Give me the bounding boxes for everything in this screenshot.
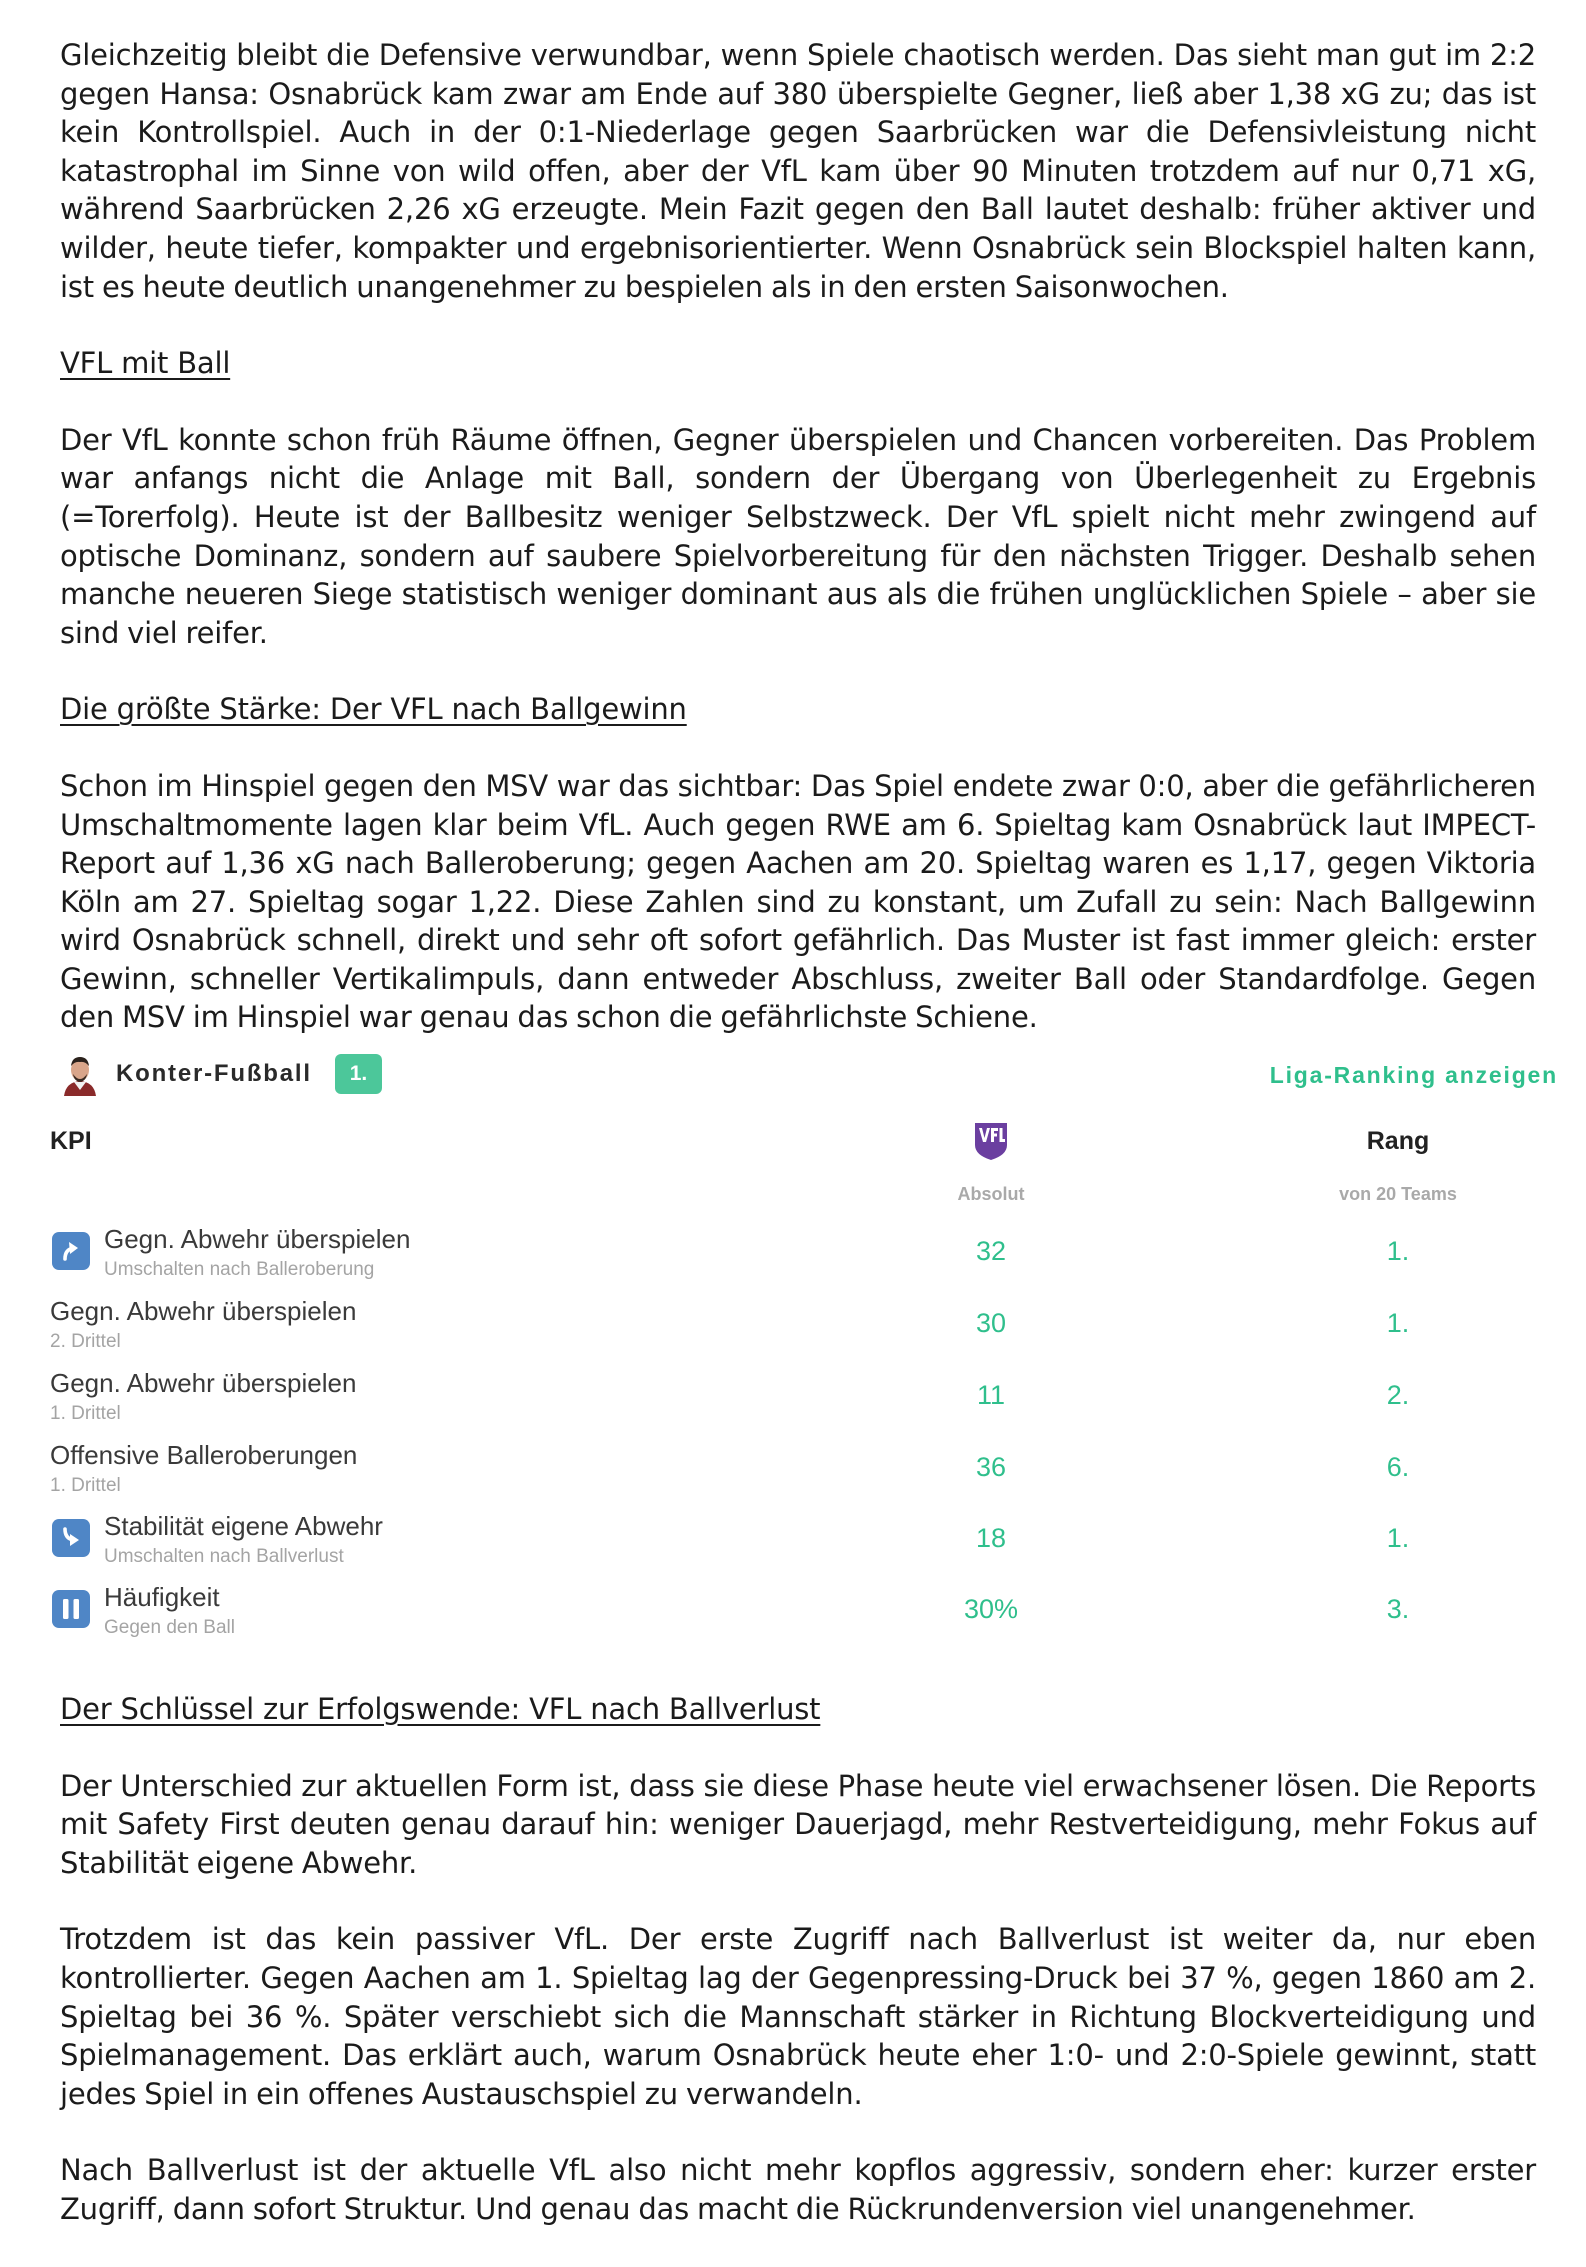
paragraph-defense: Gleichzeitig bleibt die Defensive verwundbar, wenn Spiele chaotisch werden. Das sieht man gut im 2:2 gegen Hansa: Osnabrück kam zwar am Ende auf 380 überspielte Gegner, ließ aber 1,38 xG zu; das ist kein Kontrollspiel. Auch in der 0:1-Niederlage gegen Saarbrücken war die Defensivleistung nicht katastrophal im Sinne von wild offen, aber der VfL kam über 90 Minuten trotzdem auf nur 0,71 xG, während Saarbrücken 2,26 xG erzeugte. Mein Fazit gegen den Ball lautet deshalb: früher aktiver und wilder, heute tiefer, kompakter und ergebnisorientierter. Wenn Osnabrück sein Blockspiel halten kann, ist es heute deutlich unangenehmer zu bespielen als in den ersten Saisonwochen. <box>60 38 1536 304</box>
kpi-subtitle: 1. Drittel <box>50 1403 121 1424</box>
kpi-rank-value: 3. <box>1386 1594 1410 1624</box>
kpi-subtitle: 2. Drittel <box>50 1331 121 1352</box>
pause-icon <box>52 1590 90 1628</box>
kpi-absolute-value: 36 <box>975 1452 1007 1482</box>
rank-subheader: von 20 Teams <box>1339 1184 1457 1204</box>
paragraph-ball-possession: Der VfL konnte schon früh Räume öffnen, Gegner überspielen und Chancen vorbereiten. Das Problem war anfangs nicht die Anlage mit Ball, sondern der Übergang von Überlegenheit zu Ergebnis (=Torerfolg). Heute ist der Ballbesitz weniger Selbstzweck. Der VfL spielt nicht mehr zwingend auf optische Dominanz, sondern auf saubere Spielvorbereitung für den nächsten Trigger. Deshalb sehen manche neueren Siege statistisch weniger dominant aus als die frühen unglücklichen Spiele – aber sie sind viel reifer. <box>60 422 1536 650</box>
kpi-subtitle: Gegen den Ball <box>104 1617 235 1638</box>
paragraph-gegenpressing: Trotzdem ist das kein passiver VfL. Der erste Zugriff nach Ballverlust ist weiter da, nur eben kontrollierter. Gegen Aachen am 1. Spieltag lag der Gegenpressing-Druck bei 37 %, gegen 1860 am 2. Spieltag bei 36 %. Später verschiebt sich die Mannschaft stärker in Richtung Blockverteidigung und Spielmanagement. Das erklärt auch, warum Osnabrück heute eher 1:0- und 2:0-Spiele gewinnt, statt jedes Spiel in ein offenes Austauschspiel zu verwandeln. <box>60 1922 1536 2111</box>
kpi-name: Offensive Balleroberungen <box>50 1440 358 1470</box>
kpi-row <box>48 1511 1558 1581</box>
kpi-rank-value: 1. <box>1386 1236 1410 1266</box>
kpi-row <box>48 1582 1558 1652</box>
kpi-widget <box>48 1050 1558 1645</box>
kpi-subtitle: Umschalten nach Balleroberung <box>104 1259 375 1280</box>
kpi-rank-value: 1. <box>1386 1523 1410 1553</box>
paragraph-counter: Schon im Hinspiel gegen den MSV war das sichtbar: Das Spiel endete zwar 0:0, aber die gefährlicheren Umschaltmomente lagen klar beim VfL. Auch gegen RWE am 6. Spieltag kam Osnabrück laut IMPECT-Report auf 1,36 xG nach Balleroberung; gegen Aachen am 20. Spieltag waren es 1,17, gegen Viktoria Köln am 27. Spieltag sogar 1,22. Diese Zahlen sind zu konstant, um Zufall zu sein: Nach Ballgewinn wird Osnabrück schnell, direkt und sehr oft sofort gefährlich. Das Muster ist fast immer gleich: erster Gewinn, schneller Vertikalimpuls, dann entweder Abschluss, zweiter Ball oder Standardfolge. Gegen den MSV im Hinspiel war genau das schon die gefährlichste Schiene. <box>60 768 1536 1035</box>
kpi-rank-value: 6. <box>1386 1452 1410 1482</box>
kpi-name: Gegn. Abwehr überspielen <box>50 1368 357 1398</box>
article-top <box>60 36 1536 1075</box>
kpi-row <box>48 1368 1558 1438</box>
kpi-absolute-value: 18 <box>975 1523 1007 1553</box>
rank-column-header: Rang <box>1366 1127 1430 1155</box>
absolute-subheader: Absolut <box>957 1184 1025 1204</box>
kpi-name: Gegn. Abwehr überspielen <box>104 1224 411 1254</box>
vfl-team-logo-icon <box>972 1121 1010 1161</box>
league-ranking-link[interactable]: Liga-Ranking anzeigen <box>1269 1062 1558 1088</box>
kpi-subtitle: 1. Drittel <box>50 1475 121 1496</box>
kpi-name: Stabilität eigene Abwehr <box>104 1511 383 1541</box>
kpi-name: Gegn. Abwehr überspielen <box>50 1296 357 1326</box>
kpi-absolute-value: 11 <box>976 1380 1006 1410</box>
heading-ballgewinn: Die größte Stärke: Der VFL nach Ballgewinn <box>60 692 687 727</box>
paragraph-current-form: Der Unterschied zur aktuellen Form ist, dass sie diese Phase heute viel erwachsener lösen. Die Reports mit Safety First deuten genau darauf hin: weniger Dauerjagd, mehr Restverteidigung, mehr Fokus auf Stabilität eigene Abwehr. <box>60 1768 1536 1880</box>
kpi-name: Häufigkeit <box>104 1582 220 1612</box>
kpi-column-header: KPI <box>50 1127 92 1155</box>
arrow-down-icon <box>52 1519 90 1557</box>
widget-header <box>48 1050 1558 1100</box>
overall-rank-badge: 1. <box>335 1054 382 1094</box>
arrow-up-icon <box>52 1232 90 1270</box>
kpi-rank-value: 1. <box>1386 1308 1410 1338</box>
kpi-absolute-value: 30 <box>975 1308 1007 1338</box>
kpi-row <box>48 1296 1558 1366</box>
kpi-row <box>48 1224 1558 1294</box>
coach-avatar <box>58 1052 102 1096</box>
kpi-absolute-value: 32 <box>975 1236 1007 1266</box>
kpi-subtitle: Umschalten nach Ballverlust <box>104 1546 344 1567</box>
widget-title: Konter-Fußball <box>116 1060 312 1087</box>
heading-vfl-mit-ball: VFL mit Ball <box>60 346 231 381</box>
kpi-absolute-value: 30% <box>963 1594 1019 1624</box>
kpi-row <box>48 1440 1558 1510</box>
heading-ballverlust: Der Schlüssel zur Erfolgswende: VFL nach Ballverlust <box>60 1692 821 1726</box>
article-bottom <box>60 1690 1536 2267</box>
paragraph-conclusion: Nach Ballverlust ist der aktuelle VfL also nicht mehr kopflos aggressiv, sondern eher: kurzer erster Zugriff, dann sofort Struktur. Und genau das macht die Rückrundenversion viel unangenehmer. <box>60 2153 1536 2226</box>
kpi-rank-value: 2. <box>1386 1380 1410 1410</box>
